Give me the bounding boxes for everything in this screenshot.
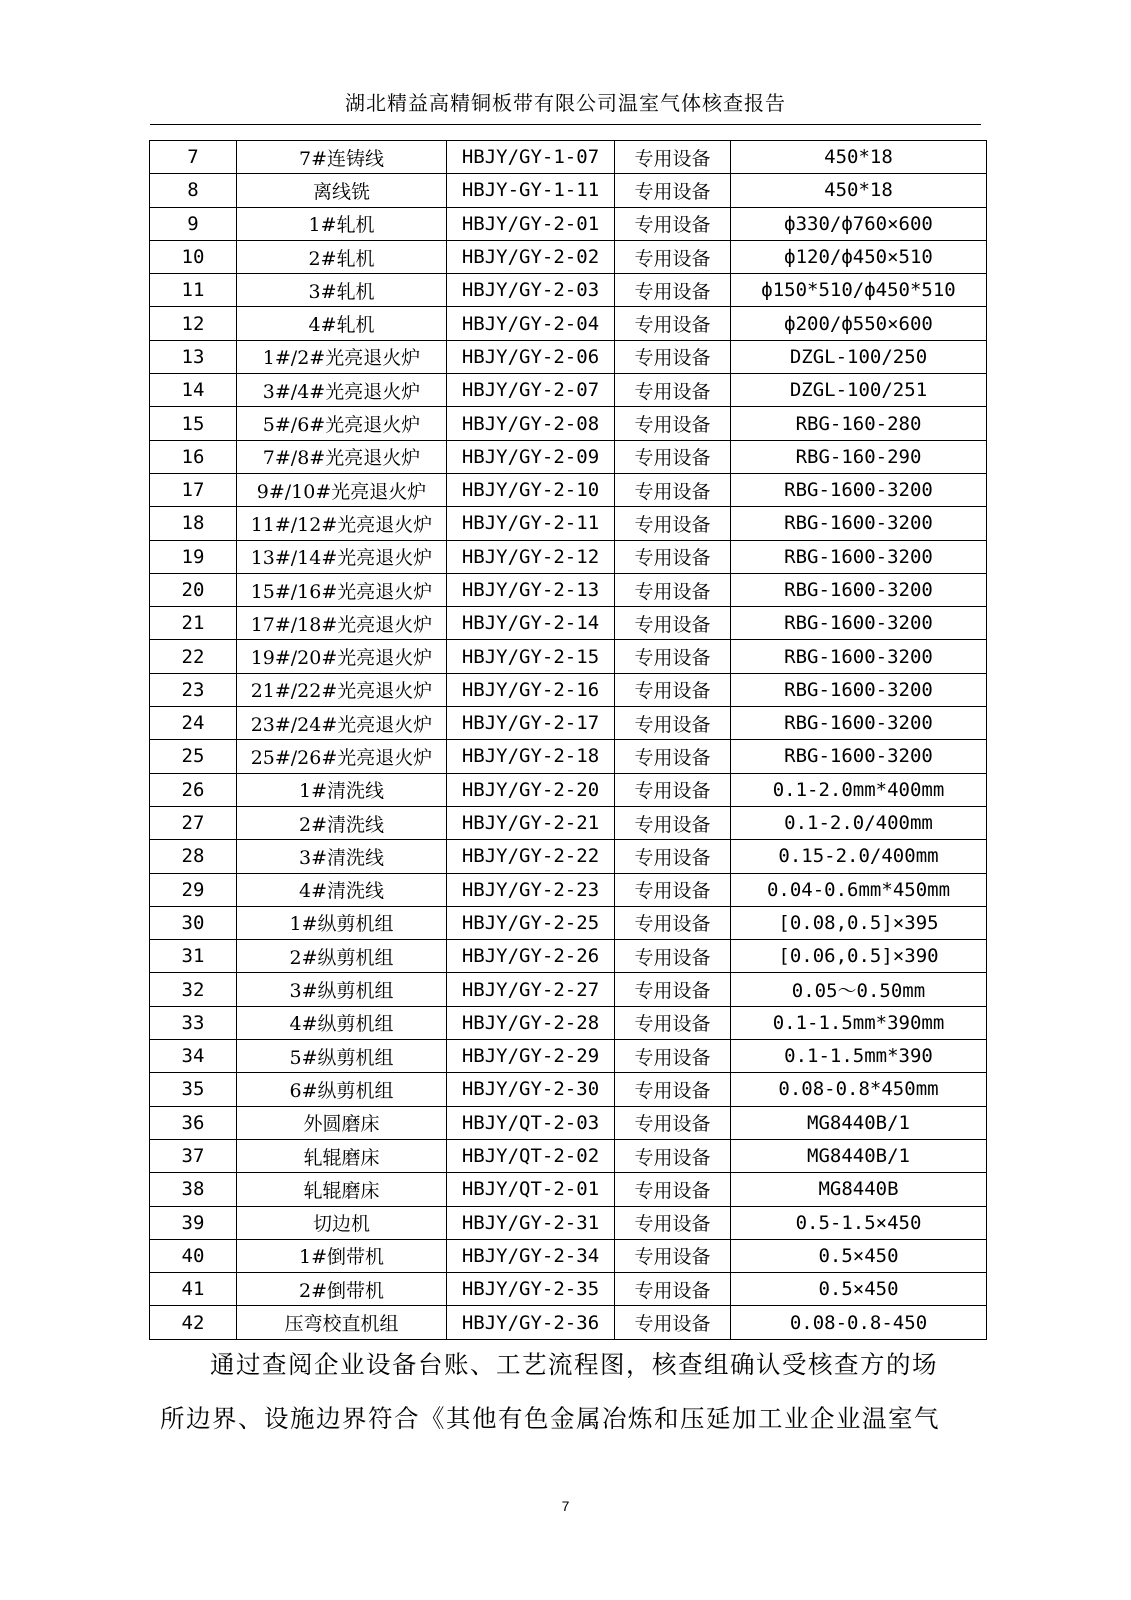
row-number-cell: 24 (150, 707, 237, 740)
equipment-code-cell: HBJY/GY-2-15 (447, 640, 615, 673)
equipment-name-cell: 17#/18#光亮退火炉 (237, 607, 447, 640)
table-row (150, 540, 987, 573)
equipment-spec-cell: MG8440B/1 (731, 1139, 987, 1172)
row-number-cell: 34 (150, 1040, 237, 1073)
equipment-type-cell: 专用设备 (615, 773, 731, 806)
equipment-type-cell: 专用设备 (615, 573, 731, 606)
row-number-cell: 13 (150, 340, 237, 373)
row-number-cell: 42 (150, 1306, 237, 1339)
table-row (150, 340, 987, 373)
equipment-name-cell: 5#/6#光亮退火炉 (237, 407, 447, 440)
equipment-code-cell: HBJY/GY-2-20 (447, 773, 615, 806)
equipment-type-cell: 专用设备 (615, 407, 731, 440)
equipment-code-cell: HBJY/GY-2-10 (447, 473, 615, 506)
table-row (150, 1006, 987, 1039)
row-number-cell: 39 (150, 1206, 237, 1239)
equipment-code-cell: HBJY/GY-2-36 (447, 1306, 615, 1339)
table-row (150, 1206, 987, 1239)
row-number-cell: 29 (150, 873, 237, 906)
table-row (150, 174, 987, 207)
equipment-table (149, 140, 987, 1340)
equipment-name-cell: 3#/4#光亮退火炉 (237, 374, 447, 407)
equipment-spec-cell: RBG-1600-3200 (731, 707, 987, 740)
equipment-spec-cell: RBG-1600-3200 (731, 673, 987, 706)
equipment-code-cell: HBJY/GY-2-35 (447, 1273, 615, 1306)
equipment-name-cell: 外圆磨床 (237, 1106, 447, 1139)
table-row (150, 640, 987, 673)
equipment-name-cell: 7#连铸线 (237, 141, 447, 174)
equipment-name-cell: 3#轧机 (237, 274, 447, 307)
row-number-cell: 37 (150, 1139, 237, 1172)
equipment-name-cell: 13#/14#光亮退火炉 (237, 540, 447, 573)
row-number-cell: 11 (150, 274, 237, 307)
row-number-cell: 40 (150, 1239, 237, 1272)
equipment-spec-cell: ф150*510/ф450*510 (731, 274, 987, 307)
equipment-spec-cell: 0.1-1.5mm*390 (731, 1040, 987, 1073)
equipment-name-cell: 7#/8#光亮退火炉 (237, 440, 447, 473)
equipment-code-cell: HBJY/QT-2-02 (447, 1139, 615, 1172)
equipment-name-cell: 5#纵剪机组 (237, 1040, 447, 1073)
equipment-code-cell: HBJY/GY-2-25 (447, 906, 615, 939)
equipment-code-cell: HBJY/GY-2-13 (447, 573, 615, 606)
equipment-spec-cell: ф330/ф760×600 (731, 207, 987, 240)
equipment-name-cell: 离线铣 (237, 174, 447, 207)
equipment-code-cell: HBJY/GY-2-01 (447, 207, 615, 240)
table-row (150, 1173, 987, 1206)
row-number-cell: 12 (150, 307, 237, 340)
equipment-name-cell: 4#清洗线 (237, 873, 447, 906)
equipment-type-cell: 专用设备 (615, 340, 731, 373)
table-row (150, 1273, 987, 1306)
table-row (150, 207, 987, 240)
equipment-name-cell: 1#/2#光亮退火炉 (237, 340, 447, 373)
equipment-type-cell: 专用设备 (615, 141, 731, 174)
table-row (150, 240, 987, 273)
equipment-spec-cell: 0.1-2.0/400mm (731, 806, 987, 839)
equipment-type-cell: 专用设备 (615, 1073, 731, 1106)
equipment-spec-cell: RBG-1600-3200 (731, 607, 987, 640)
equipment-code-cell: HBJY/GY-2-31 (447, 1206, 615, 1239)
table-row (150, 507, 987, 540)
equipment-spec-cell: 0.5-1.5×450 (731, 1206, 987, 1239)
equipment-type-cell: 专用设备 (615, 274, 731, 307)
row-number-cell: 25 (150, 740, 237, 773)
row-number-cell: 35 (150, 1073, 237, 1106)
row-number-cell: 21 (150, 607, 237, 640)
equipment-name-cell: 1#清洗线 (237, 773, 447, 806)
equipment-type-cell: 专用设备 (615, 240, 731, 273)
equipment-name-cell: 2#纵剪机组 (237, 940, 447, 973)
equipment-name-cell: 4#轧机 (237, 307, 447, 340)
equipment-spec-cell: RBG-1600-3200 (731, 507, 987, 540)
equipment-code-cell: HBJY/QT-2-01 (447, 1173, 615, 1206)
equipment-name-cell: 25#/26#光亮退火炉 (237, 740, 447, 773)
equipment-code-cell: HBJY/GY-2-11 (447, 507, 615, 540)
table-row (150, 473, 987, 506)
table-row (150, 1106, 987, 1139)
equipment-spec-cell: DZGL-100/251 (731, 374, 987, 407)
equipment-type-cell: 专用设备 (615, 1239, 731, 1272)
equipment-spec-cell: 0.04-0.6mm*450mm (731, 873, 987, 906)
row-number-cell: 27 (150, 806, 237, 839)
equipment-type-cell: 专用设备 (615, 640, 731, 673)
table-row (150, 973, 987, 1006)
equipment-name-cell: 压弯校直机组 (237, 1306, 447, 1339)
equipment-type-cell: 专用设备 (615, 607, 731, 640)
table-row (150, 307, 987, 340)
table-row (150, 673, 987, 706)
table-row (150, 407, 987, 440)
equipment-spec-cell: 450*18 (731, 141, 987, 174)
row-number-cell: 7 (150, 141, 237, 174)
equipment-type-cell: 专用设备 (615, 673, 731, 706)
equipment-name-cell: 6#纵剪机组 (237, 1073, 447, 1106)
equipment-code-cell: HBJY/GY-2-21 (447, 806, 615, 839)
equipment-spec-cell: [0.08,0.5]×395 (731, 906, 987, 939)
equipment-spec-cell: 0.5×450 (731, 1239, 987, 1272)
equipment-name-cell: 1#倒带机 (237, 1239, 447, 1272)
equipment-spec-cell: RBG-1600-3200 (731, 640, 987, 673)
equipment-type-cell: 专用设备 (615, 806, 731, 839)
equipment-code-cell: HBJY/GY-2-22 (447, 840, 615, 873)
equipment-type-cell: 专用设备 (615, 1273, 731, 1306)
equipment-code-cell: HBJY/GY-2-07 (447, 374, 615, 407)
equipment-code-cell: HBJY/GY-1-07 (447, 141, 615, 174)
equipment-name-cell: 3#清洗线 (237, 840, 447, 873)
equipment-type-cell: 专用设备 (615, 374, 731, 407)
equipment-spec-cell: 0.1-1.5mm*390mm (731, 1006, 987, 1039)
equipment-spec-cell: DZGL-100/250 (731, 340, 987, 373)
equipment-type-cell: 专用设备 (615, 507, 731, 540)
row-number-cell: 23 (150, 673, 237, 706)
equipment-type-cell: 专用设备 (615, 207, 731, 240)
row-number-cell: 41 (150, 1273, 237, 1306)
row-number-cell: 22 (150, 640, 237, 673)
equipment-type-cell: 专用设备 (615, 1040, 731, 1073)
equipment-spec-cell: 0.1-2.0mm*400mm (731, 773, 987, 806)
equipment-name-cell: 15#/16#光亮退火炉 (237, 573, 447, 606)
table-row (150, 873, 987, 906)
equipment-spec-cell: 0.08-0.8*450mm (731, 1073, 987, 1106)
table-row (150, 1306, 987, 1339)
equipment-code-cell: HBJY/GY-2-29 (447, 1040, 615, 1073)
equipment-type-cell: 专用设备 (615, 440, 731, 473)
equipment-name-cell: 23#/24#光亮退火炉 (237, 707, 447, 740)
header-divider (150, 124, 981, 125)
row-number-cell: 14 (150, 374, 237, 407)
equipment-name-cell: 2#清洗线 (237, 806, 447, 839)
equipment-code-cell: HBJY/QT-2-03 (447, 1106, 615, 1139)
table-row (150, 1073, 987, 1106)
equipment-code-cell: HBJY/GY-2-12 (447, 540, 615, 573)
equipment-name-cell: 1#轧机 (237, 207, 447, 240)
equipment-name-cell: 轧辊磨床 (237, 1139, 447, 1172)
equipment-type-cell: 专用设备 (615, 307, 731, 340)
equipment-spec-cell: [0.06,0.5]×390 (731, 940, 987, 973)
row-number-cell: 17 (150, 473, 237, 506)
equipment-name-cell: 4#纵剪机组 (237, 1006, 447, 1039)
row-number-cell: 26 (150, 773, 237, 806)
equipment-type-cell: 专用设备 (615, 1173, 731, 1206)
page-number: 7 (561, 1498, 570, 1514)
equipment-code-cell: HBJY/GY-2-28 (447, 1006, 615, 1039)
equipment-type-cell: 专用设备 (615, 740, 731, 773)
equipment-spec-cell: MG8440B (731, 1173, 987, 1206)
row-number-cell: 31 (150, 940, 237, 973)
equipment-type-cell: 专用设备 (615, 906, 731, 939)
equipment-code-cell: HBJY/GY-2-34 (447, 1239, 615, 1272)
body-paragraph-line-1: 通过查阅企业设备台账、工艺流程图，核查组确认受核查方的场 (210, 1350, 938, 1379)
equipment-name-cell: 2#轧机 (237, 240, 447, 273)
equipment-name-cell: 3#纵剪机组 (237, 973, 447, 1006)
equipment-spec-cell: 450*18 (731, 174, 987, 207)
row-number-cell: 10 (150, 240, 237, 273)
row-number-cell: 9 (150, 207, 237, 240)
equipment-type-cell: 专用设备 (615, 1206, 731, 1239)
row-number-cell: 8 (150, 174, 237, 207)
equipment-table-body (150, 141, 987, 1340)
equipment-type-cell: 专用设备 (615, 707, 731, 740)
equipment-name-cell: 切边机 (237, 1206, 447, 1239)
equipment-type-cell: 专用设备 (615, 473, 731, 506)
table-row (150, 607, 987, 640)
equipment-code-cell: HBJY-GY-1-11 (447, 174, 615, 207)
table-row (150, 806, 987, 839)
row-number-cell: 18 (150, 507, 237, 540)
equipment-spec-cell: RBG-1600-3200 (731, 540, 987, 573)
equipment-spec-cell: ф200/ф550×600 (731, 307, 987, 340)
table-row (150, 773, 987, 806)
equipment-spec-cell: RBG-1600-3200 (731, 573, 987, 606)
equipment-type-cell: 专用设备 (615, 1006, 731, 1039)
equipment-spec-cell: RBG-160-290 (731, 440, 987, 473)
table-row (150, 573, 987, 606)
table-row (150, 906, 987, 939)
equipment-code-cell: HBJY/GY-2-23 (447, 873, 615, 906)
equipment-type-cell: 专用设备 (615, 940, 731, 973)
equipment-type-cell: 专用设备 (615, 1306, 731, 1339)
row-number-cell: 15 (150, 407, 237, 440)
row-number-cell: 33 (150, 1006, 237, 1039)
equipment-code-cell: HBJY/GY-2-09 (447, 440, 615, 473)
equipment-type-cell: 专用设备 (615, 973, 731, 1006)
table-row (150, 740, 987, 773)
row-number-cell: 20 (150, 573, 237, 606)
equipment-code-cell: HBJY/GY-2-27 (447, 973, 615, 1006)
table-row (150, 374, 987, 407)
table-row (150, 1040, 987, 1073)
equipment-spec-cell: ф120/ф450×510 (731, 240, 987, 273)
equipment-code-cell: HBJY/GY-2-18 (447, 740, 615, 773)
equipment-code-cell: HBJY/GY-2-02 (447, 240, 615, 273)
equipment-name-cell: 轧辊磨床 (237, 1173, 447, 1206)
table-row (150, 1239, 987, 1272)
row-number-cell: 28 (150, 840, 237, 873)
equipment-code-cell: HBJY/GY-2-14 (447, 607, 615, 640)
equipment-code-cell: HBJY/GY-2-26 (447, 940, 615, 973)
equipment-spec-cell: RBG-1600-3200 (731, 473, 987, 506)
equipment-code-cell: HBJY/GY-2-30 (447, 1073, 615, 1106)
equipment-type-cell: 专用设备 (615, 1139, 731, 1172)
table-row (150, 940, 987, 973)
table-row (150, 274, 987, 307)
equipment-spec-cell: 0.08-0.8-450 (731, 1306, 987, 1339)
row-number-cell: 32 (150, 973, 237, 1006)
equipment-spec-cell: 0.05～0.50mm (731, 973, 987, 1006)
table-row (150, 440, 987, 473)
row-number-cell: 16 (150, 440, 237, 473)
equipment-name-cell: 2#倒带机 (237, 1273, 447, 1306)
equipment-type-cell: 专用设备 (615, 873, 731, 906)
equipment-name-cell: 11#/12#光亮退火炉 (237, 507, 447, 540)
equipment-spec-cell: 0.5×450 (731, 1273, 987, 1306)
row-number-cell: 30 (150, 906, 237, 939)
equipment-name-cell: 9#/10#光亮退火炉 (237, 473, 447, 506)
row-number-cell: 36 (150, 1106, 237, 1139)
report-header-title: 湖北精益高精铜板带有限公司温室气体核查报告 (345, 91, 786, 115)
equipment-code-cell: HBJY/GY-2-16 (447, 673, 615, 706)
row-number-cell: 38 (150, 1173, 237, 1206)
table-row (150, 141, 987, 174)
equipment-type-cell: 专用设备 (615, 840, 731, 873)
table-row (150, 840, 987, 873)
equipment-name-cell: 19#/20#光亮退火炉 (237, 640, 447, 673)
equipment-type-cell: 专用设备 (615, 174, 731, 207)
equipment-code-cell: HBJY/GY-2-08 (447, 407, 615, 440)
row-number-cell: 19 (150, 540, 237, 573)
table-row (150, 1139, 987, 1172)
body-paragraph-line-2: 所边界、设施边界符合《其他有色金属冶炼和压延加工业企业温室气 (160, 1404, 940, 1433)
equipment-spec-cell: 0.15-2.0/400mm (731, 840, 987, 873)
equipment-spec-cell: RBG-1600-3200 (731, 740, 987, 773)
equipment-code-cell: HBJY/GY-2-03 (447, 274, 615, 307)
equipment-name-cell: 21#/22#光亮退火炉 (237, 673, 447, 706)
equipment-code-cell: HBJY/GY-2-17 (447, 707, 615, 740)
equipment-type-cell: 专用设备 (615, 540, 731, 573)
equipment-code-cell: HBJY/GY-2-04 (447, 307, 615, 340)
equipment-spec-cell: RBG-160-280 (731, 407, 987, 440)
equipment-code-cell: HBJY/GY-2-06 (447, 340, 615, 373)
table-row (150, 707, 987, 740)
equipment-name-cell: 1#纵剪机组 (237, 906, 447, 939)
equipment-type-cell: 专用设备 (615, 1106, 731, 1139)
equipment-spec-cell: MG8440B/1 (731, 1106, 987, 1139)
